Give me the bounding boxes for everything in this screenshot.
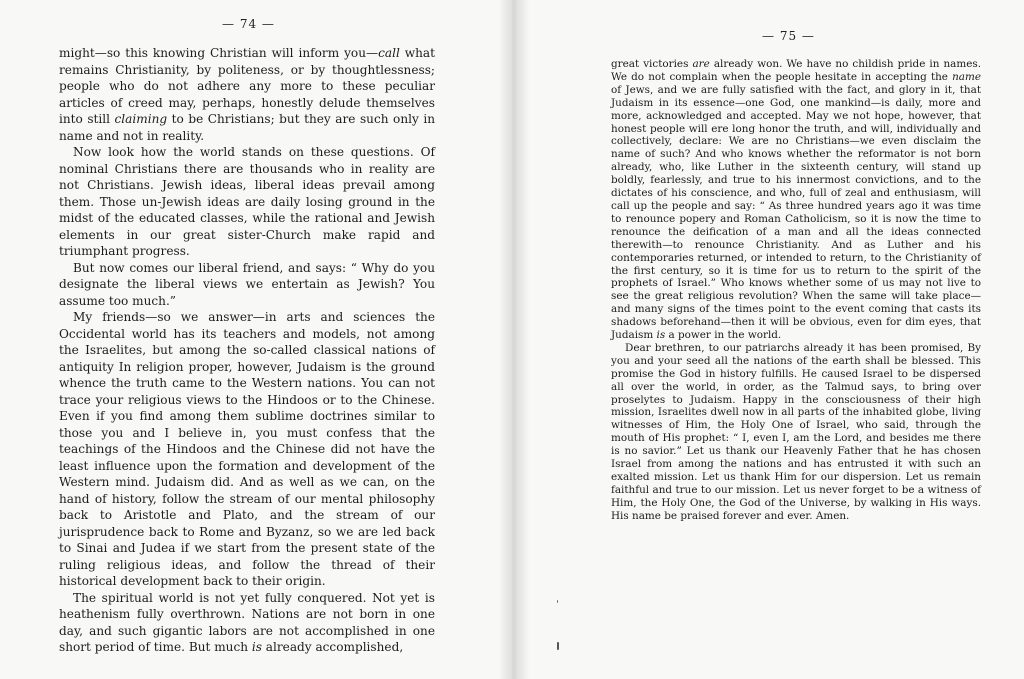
page-number: — 74 —	[222, 17, 275, 31]
paper-speck	[557, 642, 559, 650]
page-number: — 75 —	[762, 29, 815, 43]
text-column	[59, 45, 435, 656]
text-run: to be Christians; but they are such only in name and not in reality.	[59, 112, 435, 143]
paper-speck	[557, 600, 558, 603]
text-run: of Jews, and we are fully satisfied with the fact, and glory in it, that Judaism in its essence—one God, one mankind—is daily, more and more, acknowledged and accepted. May we not hope, however, that honest people will ere long honor the truth, and will, individually and collectively, declare: We are no Christians—we even disclaim the name of such? And who knows whether the reformator is not born already, who, like Luther in the sixteenth century, will stand up boldly, fearlessly, and true to his innermost convictions, and to the dictates of his conscience, and who, full of zeal and enthusiasm, will call up the people and say: “ As three hundred years ago it was time to renounce popery and Roman Catholicism, so it is now the time to renounce the deification of a man and all the ideas connected therewith—to renounce Christianity. And as Luther and his contemporaries returned, or intended to return, to the Christianity of the first century, so it is time for us to return to the spirit of the prophets of Israel.” Who knows whether some of us may not live to see the great religious revolution? When the same will take place—and many signs of the times point to the event coming that casts its shadows beforehand—then it will be obvious, even for dim eyes, that Judaism	[611, 83, 981, 342]
text-run: My friends—so we answer—in arts and sciences the Occidental world has its teachers and models, not among the Israelites, but among the so-called classical nations of antiquity In religion proper, however, Judaism is the ground whence the truth came to the Western nations. You can not trace your religious views to the Hindoos or to the Chinese. Even if you find among them sublime doctrines similar to those you and I believe in, you must confess that the teachings of the Hindoos and the Chinese did not have the least influence upon the formation and development of the Western mind. Judaism did. And as well as we can, on the hand of history, follow the stream of our mental philosophy back to Aristotle and Plato, and the stream of our jurisprudence back to Rome and Byzanz, so we are led back to Sinai and Judea if we start from the present state of the ruling religious ideas, and follow the thread of their historical development back to their origin.	[59, 310, 435, 588]
text-run: Dear brethren, to our patriarchs already it has been promised, By you and your seed all the nations of the earth shall be blessed. This promise the God in history fulfills. He caused Israel to be dispersed all over the world, in order, as the Talmud says, to bring over proselytes to Judaism. Happy in the consciousness of their high mission, Israelites dwell now in all parts of the inhabited globe, living witnesses of Him, the Holy One of Israel, who said, through the mouth of His prophet: “ I, even I, am the Lord, and besides me there is no savior.” Let us thank our Heavenly Father that he has chosen Israel from among the nations and has entrusted it with such an exalted mission. Let us thank Him for our dispersion. Let us remain faithful and true to our mission. Let us never forget to be a witness of Him, the Holy One, the God of the Universe, by walking in His ways. His name be praised forever and ever. Amen.	[611, 341, 981, 522]
paragraph	[611, 342, 981, 523]
text-run: already accomplished,	[261, 640, 404, 654]
italic-text: is	[251, 640, 262, 654]
paragraph	[59, 309, 435, 590]
italic-text: name	[952, 70, 981, 83]
text-run: a power in the world.	[665, 329, 782, 342]
text-run: The spiritual world is not yet fully conquered. Not yet is heathenism fully overthrown. Nations are not born in one day, and such gigantic labors are not accomplished in one short period of time. But much	[59, 590, 435, 654]
text-run: what remains Christianity, by politeness, or by thoughtlessness; people who do not adhere any more to these peculiar articles of creed may, perhaps, honestly delude themselves into still	[59, 46, 436, 126]
text-run: great victories	[611, 58, 693, 70]
page-gutter-shadow	[498, 0, 512, 679]
text-run: already won. We have no childish pride in names. We do not complain when the people hesitate in accepting the	[611, 58, 981, 83]
text-run: But now comes our liberal friend, and says: “ Why do you designate the liberal views we entertain as Jewish? You assume too much.”	[59, 260, 435, 308]
text-run: Now look how the world stands on these questions. Of nominal Christians there are thousands who in reality are not Christians. Jewish ideas, liberal ideas prevail among them. Those un-Jewish ideas are daily losing ground in the midst of the educated classes, while the rational and Jewish elements in our great sister-Church make rapid and triumphant progress.	[59, 145, 435, 258]
italic-text: is	[656, 329, 666, 342]
paragraph	[59, 45, 435, 144]
paragraph	[59, 260, 435, 310]
page-gutter-shadow	[516, 0, 530, 679]
text-run: might—so this knowing Christian will inform you—	[59, 46, 379, 60]
italic-text: call	[378, 46, 400, 60]
italic-text: are	[692, 58, 710, 70]
paragraph	[59, 590, 435, 656]
right-page	[516, 0, 1024, 679]
text-column	[611, 58, 981, 523]
italic-text: claiming	[114, 112, 168, 126]
paragraph	[611, 58, 981, 342]
paragraph	[59, 144, 435, 260]
